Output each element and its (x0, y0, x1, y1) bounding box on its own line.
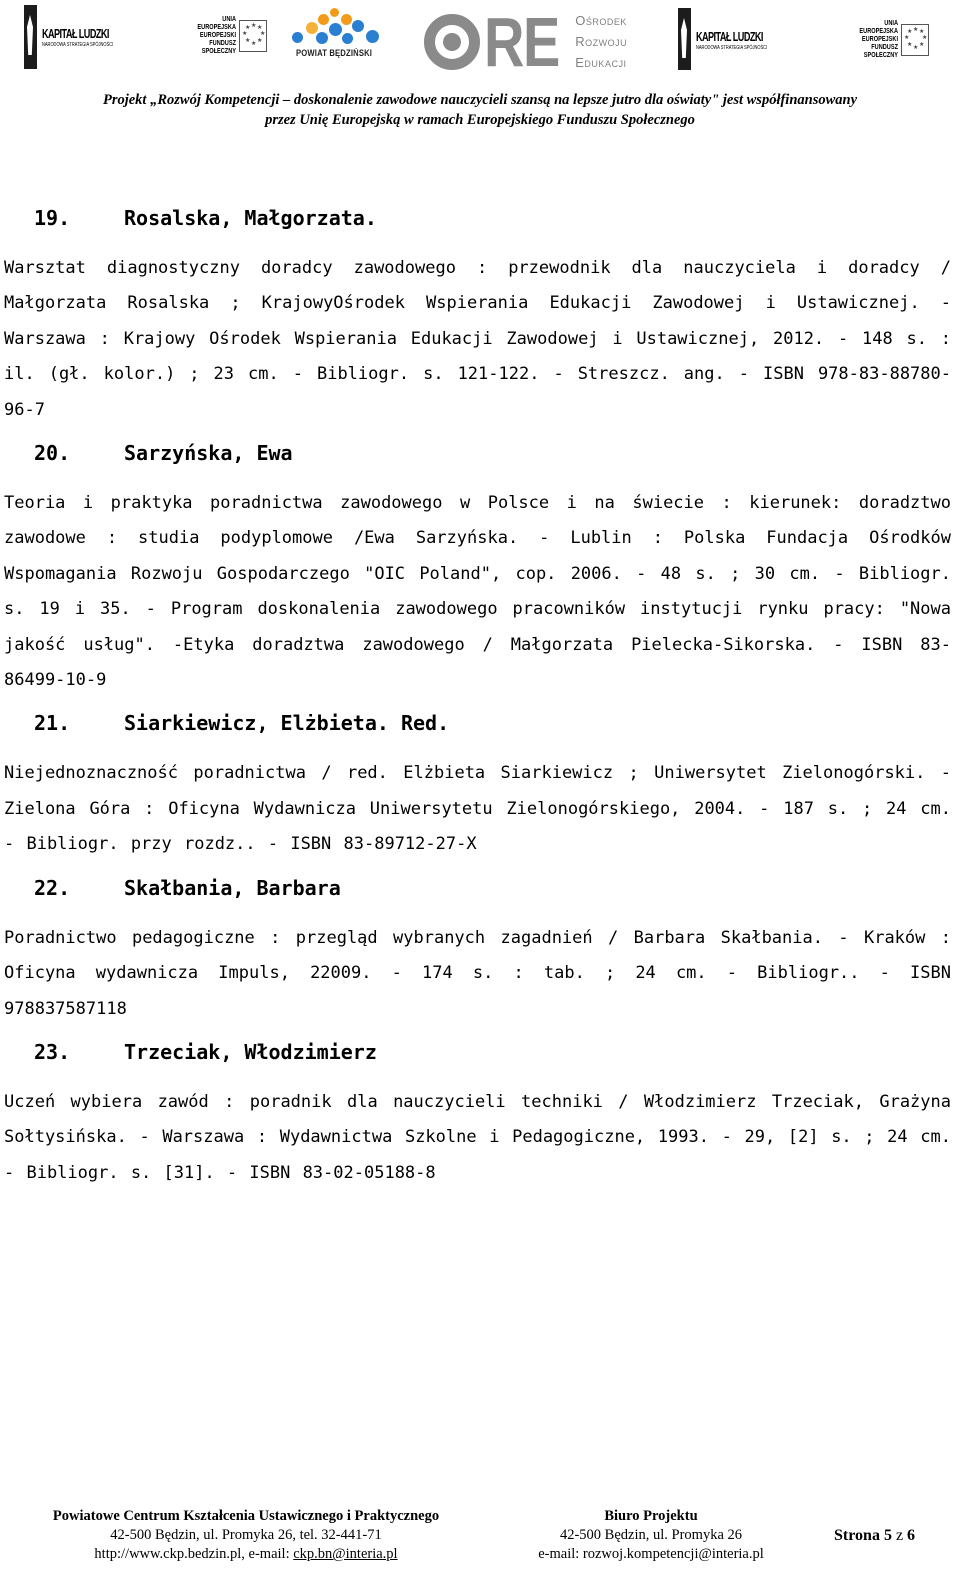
powiat-text: POWIAT BĘDZIŃSKI (296, 48, 373, 58)
entry-author: Trzeciak, Włodzimierz (124, 1039, 377, 1064)
footer-org-contact (0, 1545, 492, 1564)
entry-author: Skałbania, Barbara (124, 875, 341, 900)
eu-flag-icon: ★ ★ ★ ★ ★ ★ ★ ★ (239, 20, 267, 52)
page-total: 6 (907, 1527, 916, 1544)
footer-organization (0, 1507, 492, 1564)
ore-letter-e: E (522, 2, 559, 81)
kapital-ludzki-subtitle: NARODOWA STRATEGIA SPÓJNOŚCI (696, 45, 768, 51)
footer-org-web: http://www.ckp.bedzin.pl, e-mail: (94, 1546, 294, 1562)
entry-number: 23. (34, 1039, 71, 1064)
entry-number: 20. (34, 441, 71, 466)
footer-org-title: Powiatowe Centrum Kształcenia Ustawicznego i Praktycznego (52, 1508, 440, 1524)
bibliography-entry (4, 702, 951, 862)
footer-office-email: e-mail: rozwoj.kompetencji@interia.pl (538, 1546, 764, 1562)
entry-heading (34, 867, 951, 909)
powiat-bedzinski-logo (284, 6, 388, 58)
eu-flag-icon: ★ ★ ★ ★ ★ ★ ★ ★ (901, 24, 929, 56)
bibliography-list (4, 197, 951, 1195)
footer-office-title: Biuro Projektu (604, 1508, 698, 1524)
powiat-dots-icon (284, 6, 388, 46)
project-notice-line: Projekt „Rozwój Kompetencji – doskonalenie zawodowe nauczycieli szansą na lepsze jutro dla oświaty" jest współfinansowany (102, 92, 858, 108)
entry-number: 19. (34, 206, 71, 230)
footer-org-address: 42-500 Będzin, ul. Promyka 26, tel. 32-441-71 (110, 1527, 382, 1543)
kapital-ludzki-subtitle: NARODOWA STRATEGIA SPÓJNOŚCI (42, 42, 114, 48)
entry-author: Rosalska, Małgorzata. (124, 206, 377, 230)
footer-office-address: 42-500 Będzin, ul. Promyka 26 (559, 1527, 743, 1543)
ore-sub-line: Ośrodek (575, 13, 627, 28)
page-label: Strona (834, 1527, 880, 1544)
ore-sub-line: Rozwoju (575, 34, 628, 49)
eu-text: UNIA EUROPEJSKA EUROPEJSKI FUNDUSZ SPOŁECZNY (197, 16, 236, 55)
entry-description: Warsztat diagnostyczny doradcy zawodowego : przewodnik dla nauczyciela i doradcy / Małgorzata Rosalska ; KrajowyOśrodek Wspierania Edukacji Zawodowej i Ustawicznej. - Warszawa : Krajowy Ośrodek Wspierania Edukacji Zawodowej i Ustawicznej, 2012. - 148 s. : il. (gł. kolor.) ; 23 cm. - Bibliogr. s. 121-122. - Streszcz. ang. - ISBN 978-83-88780-96-7 (4, 258, 951, 420)
ore-o-icon (424, 14, 480, 70)
entry-heading (34, 702, 951, 744)
entry-number: 21. (34, 711, 71, 736)
kapital-ludzki-emblem-icon (24, 5, 37, 69)
kapital-ludzki-logo-right (678, 8, 791, 70)
footer-project-office (500, 1507, 802, 1564)
kapital-ludzki-logo-left (24, 5, 137, 69)
entry-number: 22. (34, 875, 71, 900)
entry-heading (34, 432, 951, 474)
bibliography-entry (4, 197, 951, 428)
kapital-ludzki-emblem-icon (678, 8, 691, 70)
ore-subtitle (575, 10, 627, 73)
entry-description: Uczeń wybiera zawód : poradnik dla nauczycieli techniki / Włodzimierz Trzeciak, Grażyna Sołtysińska. - Warszawa : Wydawnictwa Szkolne i Pedagogiczne, 1993. - 29, [2] s. ; 24 cm. - Bibliogr. s. [31]. - ISBN 83-02-05188-8 (4, 1091, 951, 1183)
page-current: 5 (883, 1527, 892, 1544)
eu-logo-left (176, 16, 267, 56)
entry-author: Siarkiewicz, Elżbieta. Red. (124, 711, 450, 736)
entry-heading (34, 1031, 951, 1073)
ore-letter-r: R (484, 2, 523, 81)
bibliography-entry (4, 867, 951, 1027)
entry-description: Poradnictwo pedagogiczne : przegląd wybranych zagadnień / Barbara Skałbania. - Kraków : Oficyna wydawnicza Impuls, 22009. - 174 s. : tab. ; 24 cm. - Bibliogr.. - ISBN 978837587118 (4, 927, 951, 1019)
ore-sub-line: Edukacji (575, 55, 627, 70)
ore-logo (424, 2, 628, 81)
page-of: z (895, 1527, 904, 1544)
page-number (834, 1526, 915, 1545)
kapital-ludzki-title: KAPITAŁ LUDZKI (42, 26, 109, 41)
footer-org-email-link[interactable]: ckp.bn@interia.pl (293, 1546, 398, 1562)
eu-logo-right (838, 20, 929, 60)
eu-text: UNIA EUROPEJSKA EUROPEJSKI FUNDUSZ SPOŁECZNY (859, 20, 898, 59)
project-notice (0, 90, 960, 130)
bibliography-entry (4, 1031, 951, 1191)
bibliography-entry (4, 432, 951, 698)
entry-author: Sarzyńska, Ewa (124, 441, 293, 466)
page-footer (0, 1507, 960, 1571)
entry-description: Teoria i praktyka poradnictwa zawodowego w Polsce i na świecie : kierunek: doradztwo zawodowe : studia podyplomowe /Ewa Sarzyńska. - Lublin : Polska Fundacja Ośrodków Wspomagania Rozwoju Gospodarczego "OIC Poland", cop. 2006. - 48 s. ; 30 cm. - Bibliogr. s. 19 i 35. - Program doskonalenia zawodowego pracowników instytucji rynku pracy: "Nowa jakość usług". -Etyka doradztwa zawodowego / Małgorzata Pielecka-Sikorska. - ISBN 83-86499-10-9 (4, 493, 951, 691)
project-notice-line: przez Unię Europejską w ramach Europejskiego Funduszu Społecznego (265, 112, 695, 128)
entry-heading (34, 197, 951, 239)
entry-description: Niejednoznaczność poradnictwa / red. Elżbieta Siarkiewicz ; Uniwersytet Zielonogórski. - Zielona Góra : Oficyna Wydawnicza Uniwersytetu Zielonogórskiego, 2004. - 187 s. ; 24 cm. - Bibliogr. przy rozdz.. - ISBN 83-89712-27-X (4, 763, 951, 855)
kapital-ludzki-title: KAPITAŁ LUDZKI (696, 29, 763, 44)
